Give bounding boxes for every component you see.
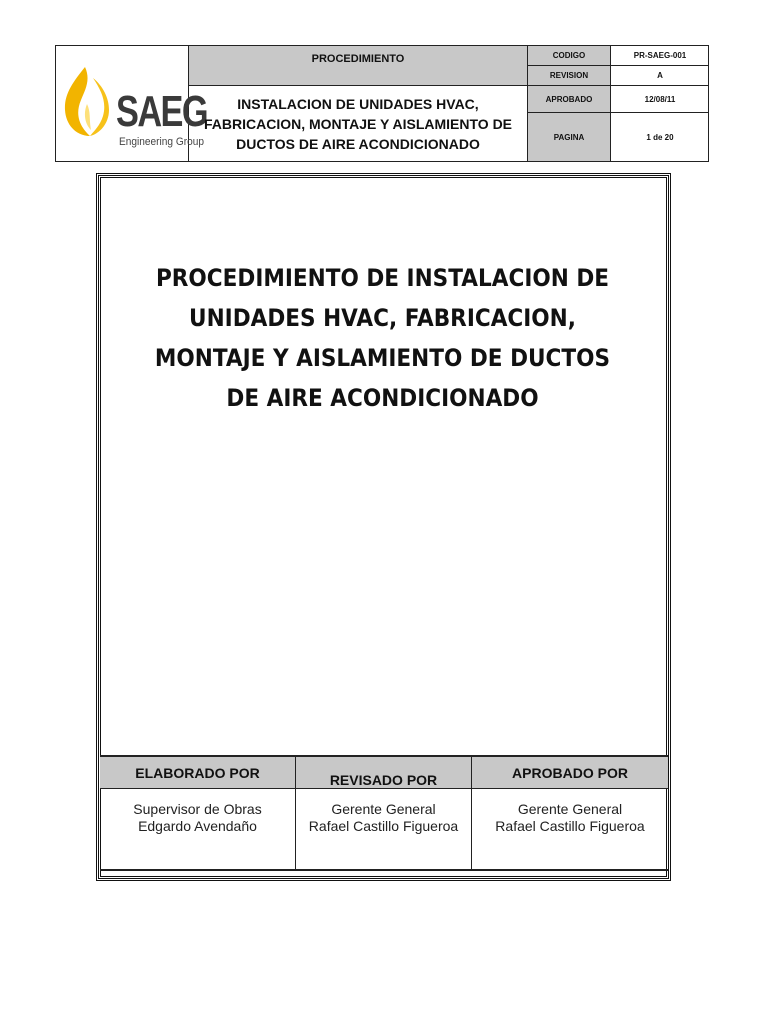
signature-label: REVISADO POR xyxy=(329,772,438,788)
meta-value: 12/08/11 xyxy=(644,94,676,104)
logo-cell xyxy=(56,46,208,161)
document-meta xyxy=(527,46,708,161)
signature-name: Edgardo Avendaño xyxy=(138,818,257,834)
meta-value: 1 de 20 xyxy=(646,132,674,142)
signature-label: APROBADO POR xyxy=(512,765,628,781)
signature-column xyxy=(296,757,472,869)
meta-key: PAGINA xyxy=(528,113,611,161)
meta-key: APROBADO xyxy=(528,86,611,112)
document-header xyxy=(55,45,709,162)
signature-body xyxy=(472,801,668,835)
procedure-label: PROCEDIMIENTO xyxy=(189,46,527,86)
signature-column xyxy=(472,757,668,869)
meta-row-aprobado xyxy=(528,86,709,113)
meta-value: PR-SAEG-001 xyxy=(633,51,687,60)
signatures-table xyxy=(100,755,668,871)
meta-value: A xyxy=(657,71,663,80)
signature-label: ELABORADO POR xyxy=(135,765,260,781)
signature-column xyxy=(100,757,296,869)
logo-subtitle: Engineering Group xyxy=(119,136,204,148)
signature-body xyxy=(296,801,471,835)
signature-body xyxy=(100,801,295,835)
flame-icon xyxy=(63,64,113,139)
meta-row-codigo xyxy=(528,46,709,66)
signature-role: Gerente General xyxy=(331,801,436,817)
signature-name: Rafael Castillo Figueroa xyxy=(308,818,459,834)
meta-key: REVISION xyxy=(528,66,611,85)
meta-row-pagina xyxy=(528,113,709,161)
cover-title: PROCEDIMIENTO DE INSTALACION DE UNIDADES HVAC, FABRICACION, MONTAJE Y AISLAMIENTO DE DUCTOS DE AIRE ACONDICIONADO xyxy=(154,264,611,412)
signature-role: Supervisor de Obras xyxy=(133,801,262,817)
meta-key: CODIGO xyxy=(528,46,611,65)
signature-role: Gerente General xyxy=(517,801,623,817)
logo-wordmark: SAEG xyxy=(116,87,208,136)
header-title: INSTALACION DE UNIDADES HVAC, FABRICACION, MONTAJE Y AISLAMIENTO DE DUCTOS DE AIRE ACONDICIONADO xyxy=(203,95,513,152)
company-logo xyxy=(63,64,208,148)
signature-name: Rafael Castillo Figueroa xyxy=(495,818,645,834)
meta-row-revision xyxy=(528,66,709,86)
